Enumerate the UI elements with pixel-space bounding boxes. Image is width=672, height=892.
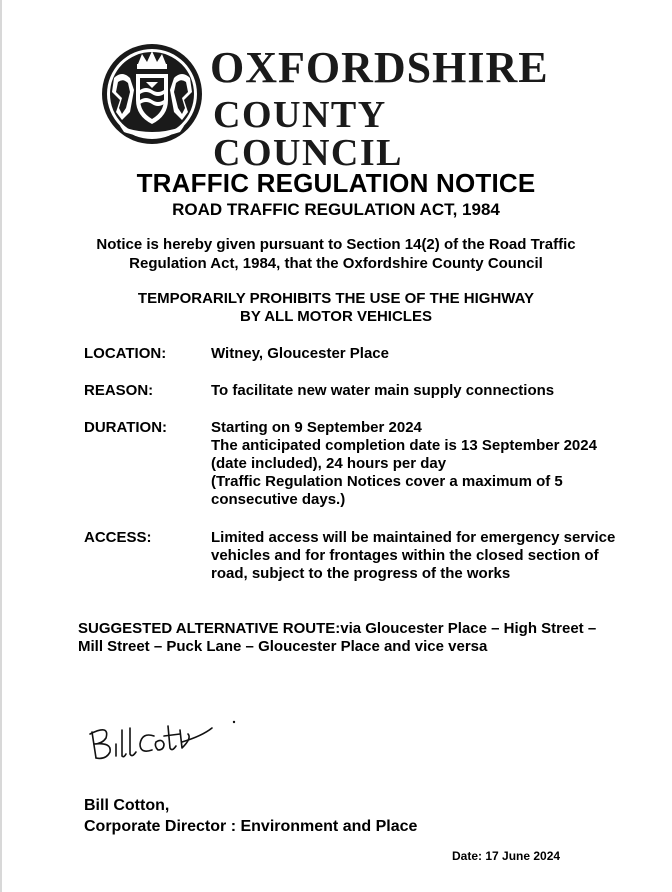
duration-line: Starting on 9 September 2024 [211,419,422,436]
duration-line: (Traffic Regulation Notices cover a maximum of 5 [211,473,563,490]
duration-value [211,419,651,509]
council-name-line-2: COUNTY COUNCIL [213,94,403,174]
alternative-route-line: SUGGESTED ALTERNATIVE ROUTE:via Gloucester Place – High Street – [78,620,597,637]
access-line: vehicles and for frontages within the closed section of [211,547,599,564]
alternative-route [78,620,596,656]
coat-of-arms-icon [100,42,204,146]
council-name [210,43,580,174]
page-edge [0,0,2,892]
signatory-block [84,795,417,837]
reason-line: To facilitate new water main supply connections [211,382,555,399]
location-value [211,345,651,363]
intro-line: Notice is hereby given pursuant to Section 14(2) of the Road Traffic [96,236,576,253]
notice-title: TRAFFIC REGULATION NOTICE [136,168,536,198]
prohibition-statement [0,290,672,326]
prohibition-line: TEMPORARILY PROHIBITS THE USE OF THE HIGHWAY [137,290,535,307]
duration-line: consecutive days.) [211,491,346,508]
duration-label: DURATION: [84,419,168,436]
intro-line: Regulation Act, 1984, that the Oxfordshire County Council [129,255,543,272]
signatory-name: Bill Cotton, [84,797,170,814]
notice-intro [0,235,672,273]
location-label: LOCATION: [84,345,167,362]
notice-subtitle: ROAD TRAFFIC REGULATION ACT, 1984 [172,200,500,219]
notice-date: Date: 17 June 2024 [452,849,561,863]
handwritten-signature [84,708,244,768]
access-line: road, subject to the progress of the works [211,565,511,582]
reason-label: REASON: [84,382,154,399]
access-label: ACCESS: [84,529,152,546]
duration-line: (date included), 24 hours per day [211,455,447,472]
access-value [211,529,651,583]
council-logo [100,42,580,174]
reason-value [211,382,651,400]
council-name-line-1: OXFORDSHIRE [210,43,549,92]
alternative-route-line: Mill Street – Puck Lane – Gloucester Place and vice versa [78,638,488,655]
prohibition-line: BY ALL MOTOR VEHICLES [240,308,432,325]
access-line: Limited access will be maintained for emergency service [211,529,616,546]
signatory-title: Corporate Director : Environment and Place [84,818,418,835]
location-line: Witney, Gloucester Place [211,345,389,362]
duration-line: The anticipated completion date is 13 September 2024 [211,437,597,454]
